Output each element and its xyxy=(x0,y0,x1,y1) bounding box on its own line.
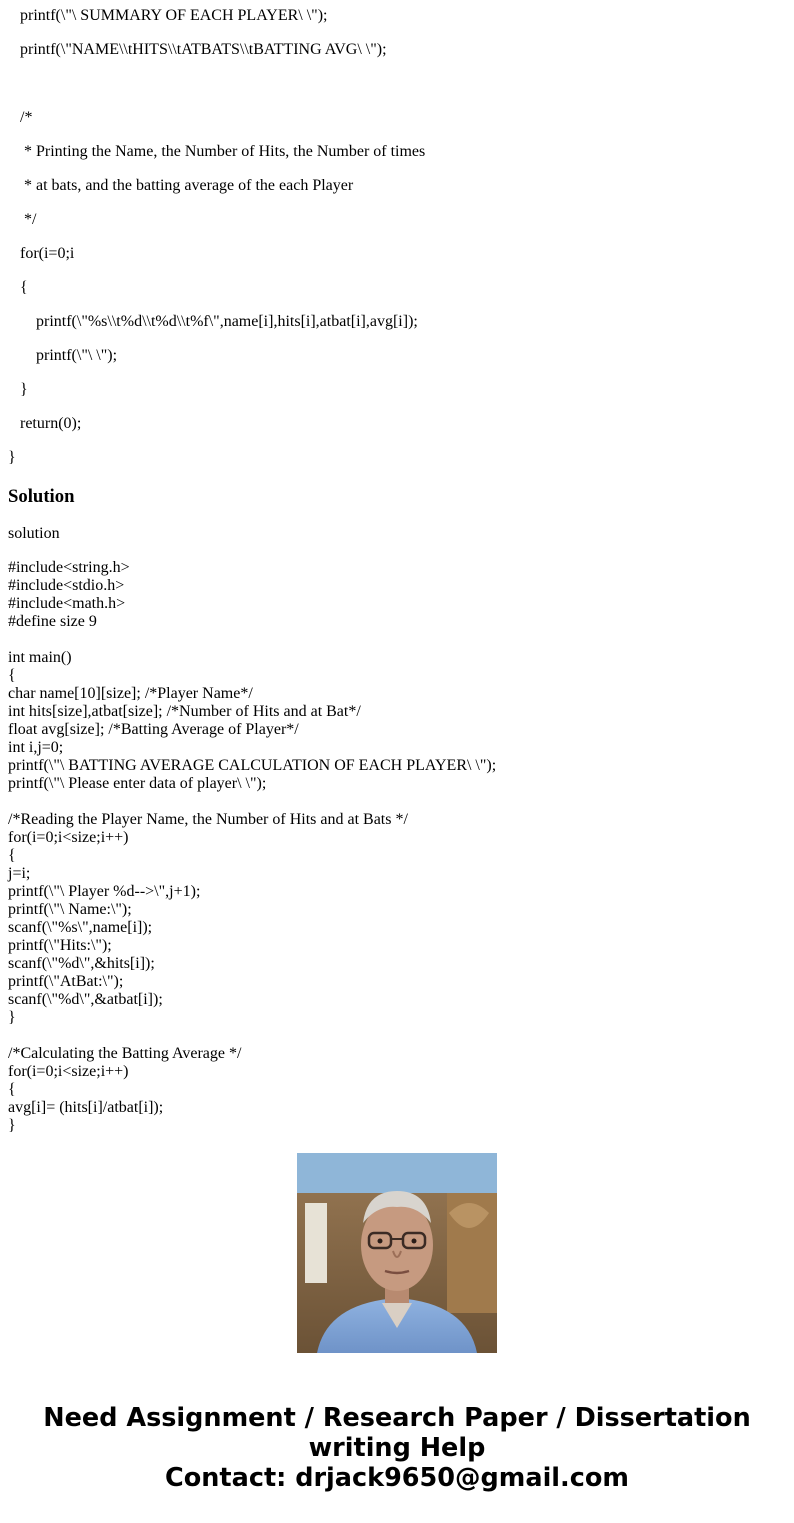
solution-code-line: /*Reading the Player Name, the Number of Hits and at Bats */ xyxy=(8,811,408,828)
solution-code-line: printf(\"\ Player %d-->\",j+1); xyxy=(8,883,201,900)
solution-heading: Solution xyxy=(8,486,75,507)
solution-code-line: char name[10][size]; /*Player Name*/ xyxy=(8,685,253,702)
solution-code-line: for(i=0;i<size;i++) xyxy=(8,829,129,846)
solution-code-line: printf(\"Hits:\"); xyxy=(8,937,112,954)
solution-code-line: #include<string.h> xyxy=(8,559,130,576)
promo-contact: Contact: drjack9650@gmail.com xyxy=(165,1463,629,1493)
solution-code-line: printf(\"\ BATTING AVERAGE CALCULATION OF EACH PLAYER\ \"); xyxy=(8,757,497,774)
solution-code-line: #include<stdio.h> xyxy=(8,577,125,594)
solution-code-line: { xyxy=(8,1081,16,1098)
promo-line-2: writing Help xyxy=(308,1433,486,1463)
solution-code-line: scanf(\"%s\",name[i]); xyxy=(8,919,153,936)
question-code-line: { xyxy=(20,279,28,296)
question-code-line: return(0); xyxy=(20,415,82,432)
question-code-line: printf(\"NAME\\tHITS\\tATBATS\\tBATTING AVG\ \"); xyxy=(20,41,387,58)
solution-code-line xyxy=(8,1027,778,1045)
promo-line-1: Need Assignment / Research Paper / Dissertation xyxy=(43,1403,751,1433)
solution-code-line: int main() xyxy=(8,649,72,666)
solution-code-line: } xyxy=(8,1117,16,1134)
solution-code-line: scanf(\"%d\",&atbat[i]); xyxy=(8,991,163,1008)
solution-code-line: /*Calculating the Batting Average */ xyxy=(8,1045,242,1062)
question-code-line: printf(\"%s\\t%d\\t%d\\t%f\",name[i],hits[i],atbat[i],avg[i]); xyxy=(36,313,418,330)
solution-code-line: avg[i]= (hits[i]/atbat[i]); xyxy=(8,1099,164,1116)
solution-code-line: printf(\"\ Name:\"); xyxy=(8,901,132,918)
promo-banner xyxy=(0,1403,794,1493)
solution-code-block[interactable] xyxy=(8,559,778,1134)
portrait-photo xyxy=(297,1153,497,1353)
author-avatar xyxy=(297,1153,497,1353)
question-code-line: for(i=0;i xyxy=(20,245,75,262)
solution-code-line: printf(\"\ Please enter data of player\ \"); xyxy=(8,775,267,792)
question-code-line: * at bats, and the batting average of the each Player xyxy=(20,177,354,194)
solution-label: solution xyxy=(8,525,60,542)
solution-code-line: for(i=0;i<size;i++) xyxy=(8,1063,129,1080)
solution-code-line: #include<math.h> xyxy=(8,595,126,612)
solution-code-line xyxy=(8,793,778,811)
solution-code-line: j=i; xyxy=(8,865,31,882)
solution-code-line: float avg[size]; /*Batting Average of Player*/ xyxy=(8,721,299,738)
solution-code-line: int i,j=0; xyxy=(8,739,64,756)
question-code-line: * Printing the Name, the Number of Hits, the Number of times xyxy=(20,143,426,160)
question-code-line: printf(\"\ SUMMARY OF EACH PLAYER\ \"); xyxy=(20,7,328,24)
solution-code-line: { xyxy=(8,847,16,864)
question-code-line: printf(\"\ \"); xyxy=(36,347,118,364)
solution-code-line xyxy=(8,631,778,649)
solution-code-line: { xyxy=(8,667,16,684)
question-code-line: /* xyxy=(20,109,33,126)
solution-code-line: #define size 9 xyxy=(8,613,97,630)
solution-code-line: } xyxy=(8,1009,16,1026)
question-code-line: } xyxy=(20,381,28,398)
solution-code-line: printf(\"AtBat:\"); xyxy=(8,973,124,990)
question-code-line: } xyxy=(8,449,16,466)
solution-code-line: int hits[size],atbat[size]; /*Number of Hits and at Bat*/ xyxy=(8,703,361,720)
question-code-line: */ xyxy=(20,211,37,228)
solution-code-line: scanf(\"%d\",&hits[i]); xyxy=(8,955,155,972)
